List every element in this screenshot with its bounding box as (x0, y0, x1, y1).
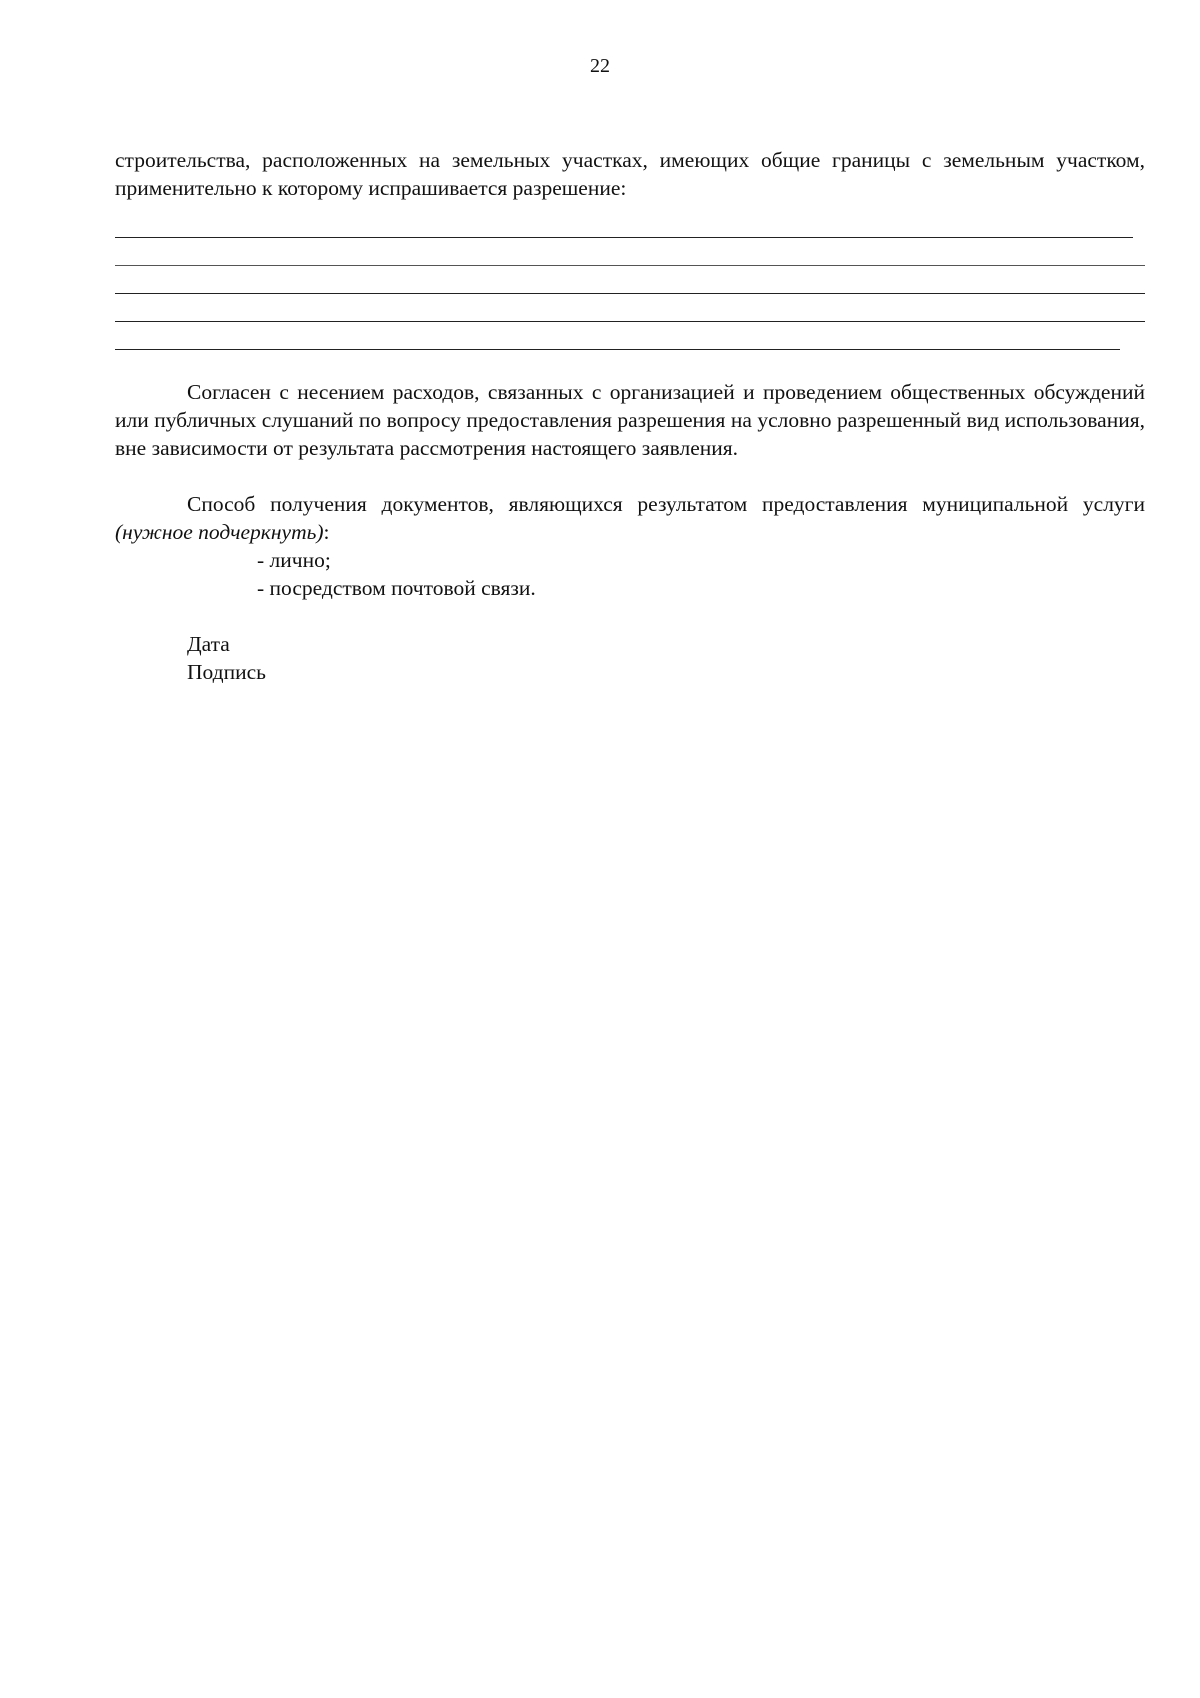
delivery-option-mail[interactable]: - посредством почтовой связи. (257, 576, 536, 600)
consent-paragraph: Согласен с несением расходов, связанных с организацией и проведением общественных обсуждений или публичных слушаний по вопросу предоставления разрешения на условно разрешенный вид использования, вне зависимости от результата рассмотрения настоящего заявления. (115, 380, 1145, 460)
signature-label: Подпись (187, 660, 266, 684)
fill-in-lines (115, 210, 1145, 350)
fill-in-line[interactable] (115, 322, 1145, 350)
delivery-options-list (115, 546, 1145, 602)
delivery-method-colon: : (323, 520, 330, 544)
delivery-method-text: Способ получения документов, являющихся результатом предоставления муниципальной услуги (187, 492, 1145, 516)
fill-in-line[interactable] (115, 294, 1145, 322)
signature-block (115, 630, 1145, 686)
document-body (115, 146, 1145, 686)
neighbor-buildings-paragraph: строительства, расположенных на земельных участках, имеющих общие границы с земельным участком, применительно к которому испрашивается разрешение: (115, 148, 1145, 200)
delivery-option-personal[interactable]: - лично; (257, 548, 331, 572)
delivery-method-paragraph (115, 490, 1145, 546)
delivery-method-hint: (нужное подчеркнуть) (115, 520, 324, 544)
page-number: 22 (590, 55, 610, 77)
date-label: Дата (187, 632, 230, 656)
fill-in-line[interactable] (115, 210, 1145, 238)
fill-in-line[interactable] (115, 238, 1145, 266)
fill-in-line[interactable] (115, 266, 1145, 294)
